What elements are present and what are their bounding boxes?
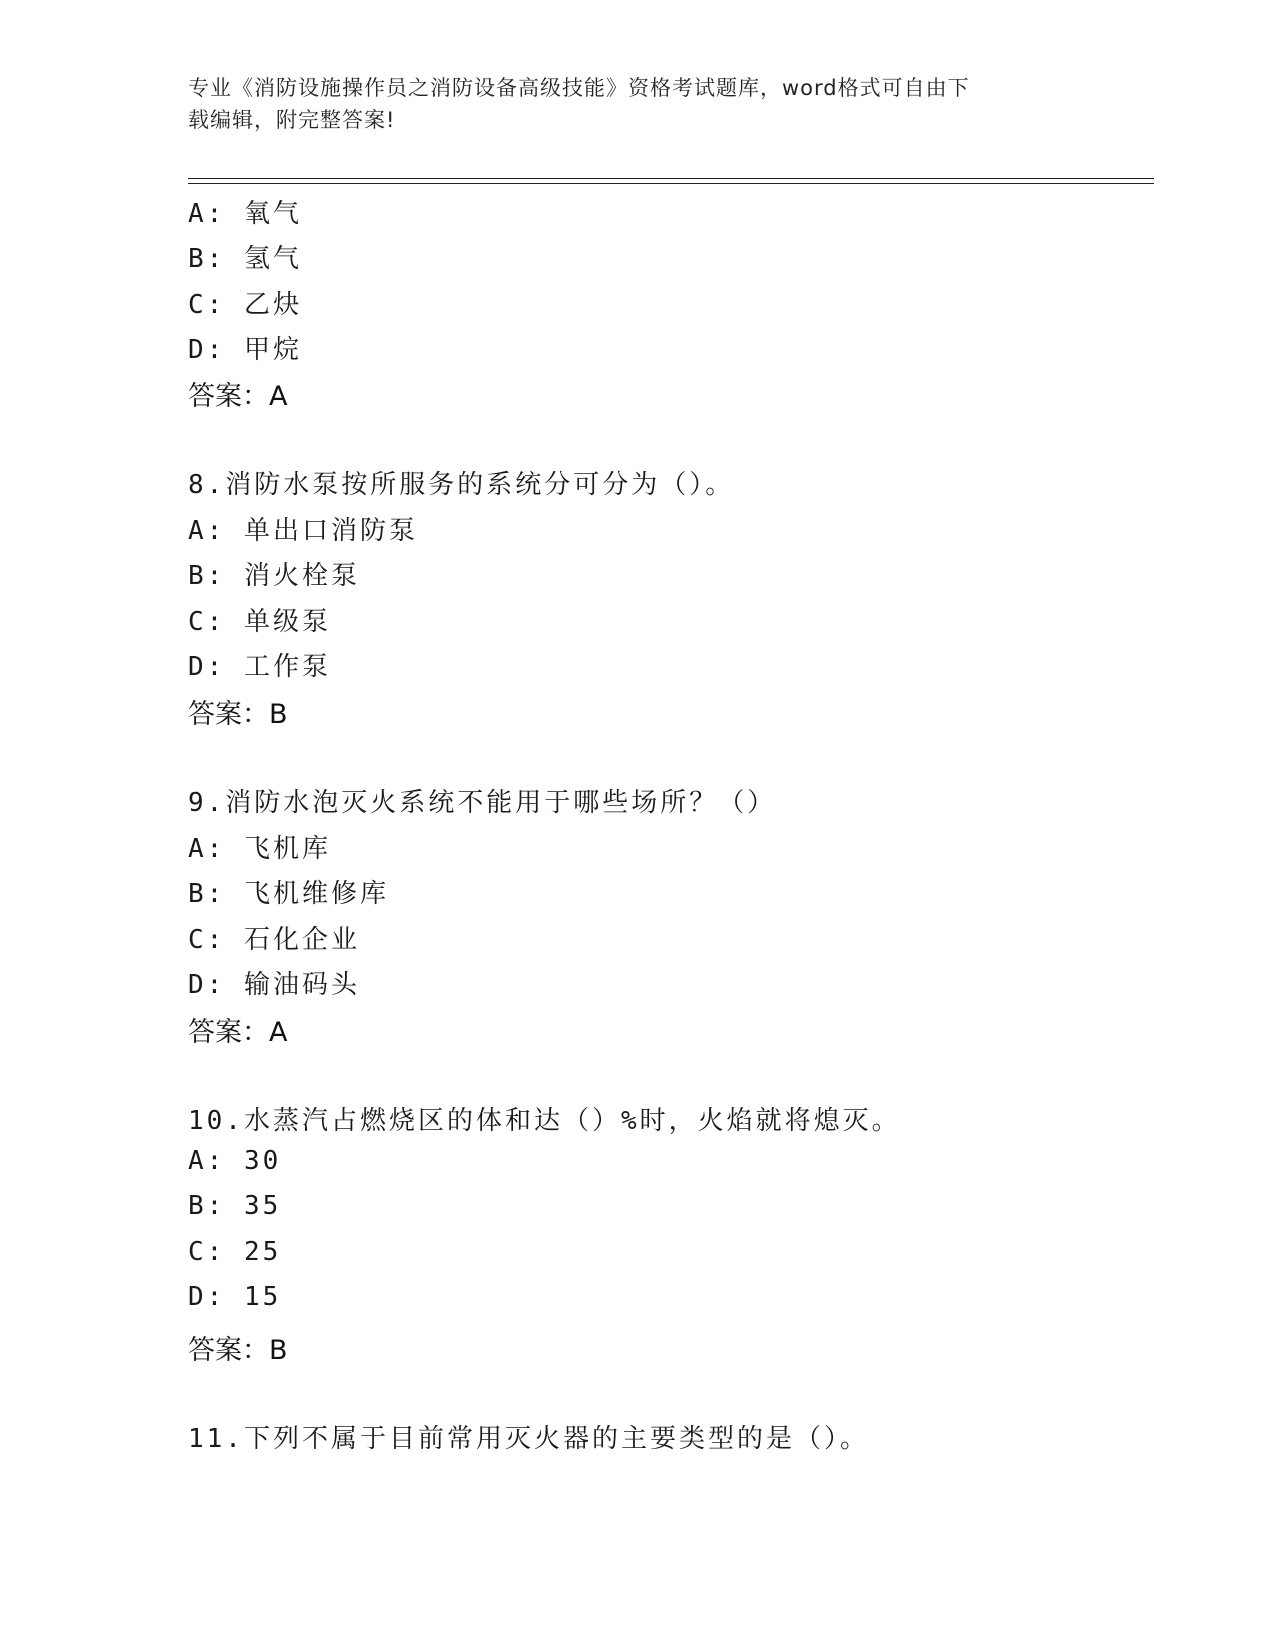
- q10-answer: 答案：B: [188, 1335, 288, 1366]
- header-line-2: 载编辑，附完整答案!: [188, 108, 396, 132]
- q10-question: 10.水蒸汽占燃烧区的体和达（）%时，火焰就将熄灭。: [188, 1106, 901, 1136]
- q10-option-d: D: 15: [188, 1282, 282, 1312]
- q8-option-d: D: 工作泵: [188, 652, 331, 682]
- q8-option-c: C: 单级泵: [188, 607, 331, 637]
- header-rule-top: [188, 178, 1154, 179]
- q10-option-a: A: 30: [188, 1146, 282, 1176]
- q7-option-a: A: 氧气: [188, 199, 302, 229]
- q9-answer: 答案：A: [188, 1017, 288, 1048]
- q10-option-b: B: 35: [188, 1191, 282, 1221]
- q9-option-c: C: 石化企业: [188, 925, 360, 955]
- document-header: [188, 72, 1068, 136]
- header-rule-bottom: [188, 183, 1154, 184]
- q8-option-b: B: 消火栓泵: [188, 561, 360, 591]
- q8-option-a: A: 单出口消防泵: [188, 516, 418, 546]
- q11-question: 11.下列不属于目前常用灭火器的主要类型的是（）。: [188, 1424, 869, 1454]
- q7-option-c: C: 乙炔: [188, 290, 302, 320]
- q9-option-b: B: 飞机维修库: [188, 879, 389, 909]
- q7-option-d: D: 甲烷: [188, 335, 302, 365]
- header-line-1: 专业《消防设施操作员之消防设备高级技能》资格考试题库，word格式可自由下: [188, 76, 970, 100]
- q10-option-c: C: 25: [188, 1237, 282, 1267]
- q9-option-d: D: 输油码头: [188, 970, 360, 1000]
- q9-option-a: A: 飞机库: [188, 834, 331, 864]
- q7-answer: 答案：A: [188, 381, 288, 412]
- q8-answer: 答案：B: [188, 699, 288, 730]
- q7-option-b: B: 氢气: [188, 244, 302, 274]
- q9-question: 9.消防水泡灭火系统不能用于哪些场所？（）: [188, 788, 777, 818]
- q8-question: 8.消防水泵按所服务的系统分可分为（）。: [188, 470, 735, 500]
